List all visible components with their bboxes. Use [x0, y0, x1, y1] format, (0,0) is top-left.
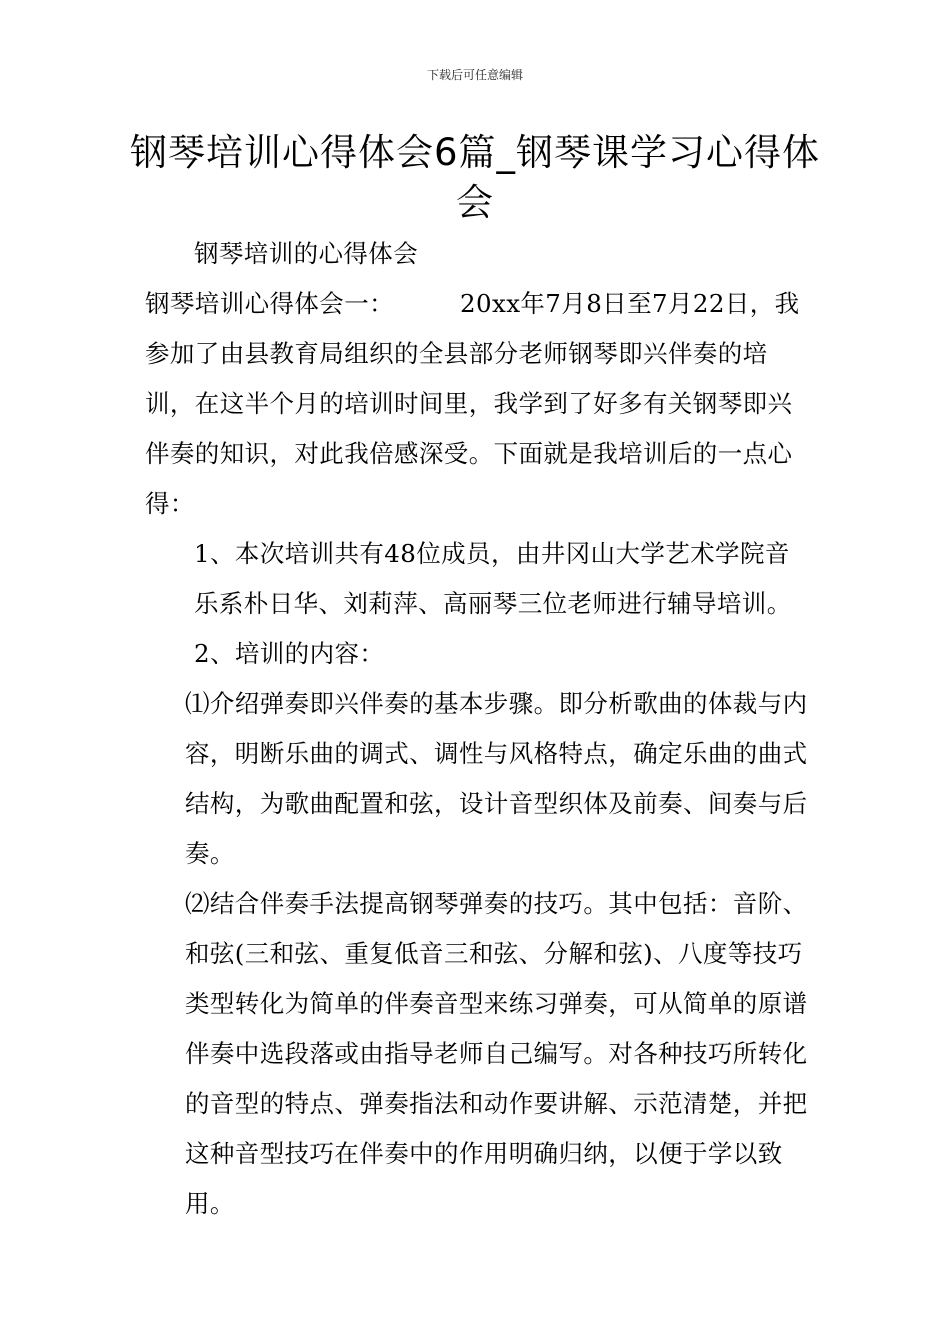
paragraph-1: 1、本次培训共有48位成员，由井冈山大学艺术学院音乐系朴日华、刘莉萍、高丽琴三位老师进行辅导培训。 [194, 539, 792, 618]
paragraph-2: 2、培训的内容： [194, 639, 385, 668]
section-subtitle: 钢琴培训的心得体会 [194, 239, 419, 268]
intro-label: 钢琴培训心得体会一： [145, 289, 394, 318]
intro-text: 20xx年7月8日至7月22日，我参加了由县教育局组织的全县部分老师钢琴即兴伴奏的培训，在这半个月的培训时间里，我学到了好多有关钢琴即兴伴奏的知识，对此我倍感深受。下面就是我培训后的一点心得： [145, 289, 800, 518]
document-title: 钢琴培训心得体会6篇_钢琴课学习心得体会 [129, 131, 821, 224]
intro-paragraph [145, 279, 810, 529]
paragraph-3: ⑴介绍弹奏即兴伴奏的基本步骤。即分析歌曲的体裁与内容，明断乐曲的调式、调性与风格特点，确定乐曲的曲式结构，为歌曲配置和弦，设计音型织体及前奏、间奏与后奏。 [185, 689, 808, 868]
paragraph-4: ⑵结合伴奏手法提高钢琴弹奏的技巧。其中包括：音阶、和弦(三和弦、重复低音三和弦、分解和弦)、八度等技巧类型转化为简单的伴奏音型来练习弹奏，可从简单的原谱伴奏中选段落或由指导老师自己编写。对各种技巧所转化的音型的特点、弹奏指法和动作要讲解、示范清楚，并把这种音型技巧在伴奏中的作用明确归纳，以便于学以致用。 [185, 889, 808, 1218]
page-header-note: 下载后可任意编辑 [426, 68, 523, 82]
document-body [145, 229, 810, 1229]
